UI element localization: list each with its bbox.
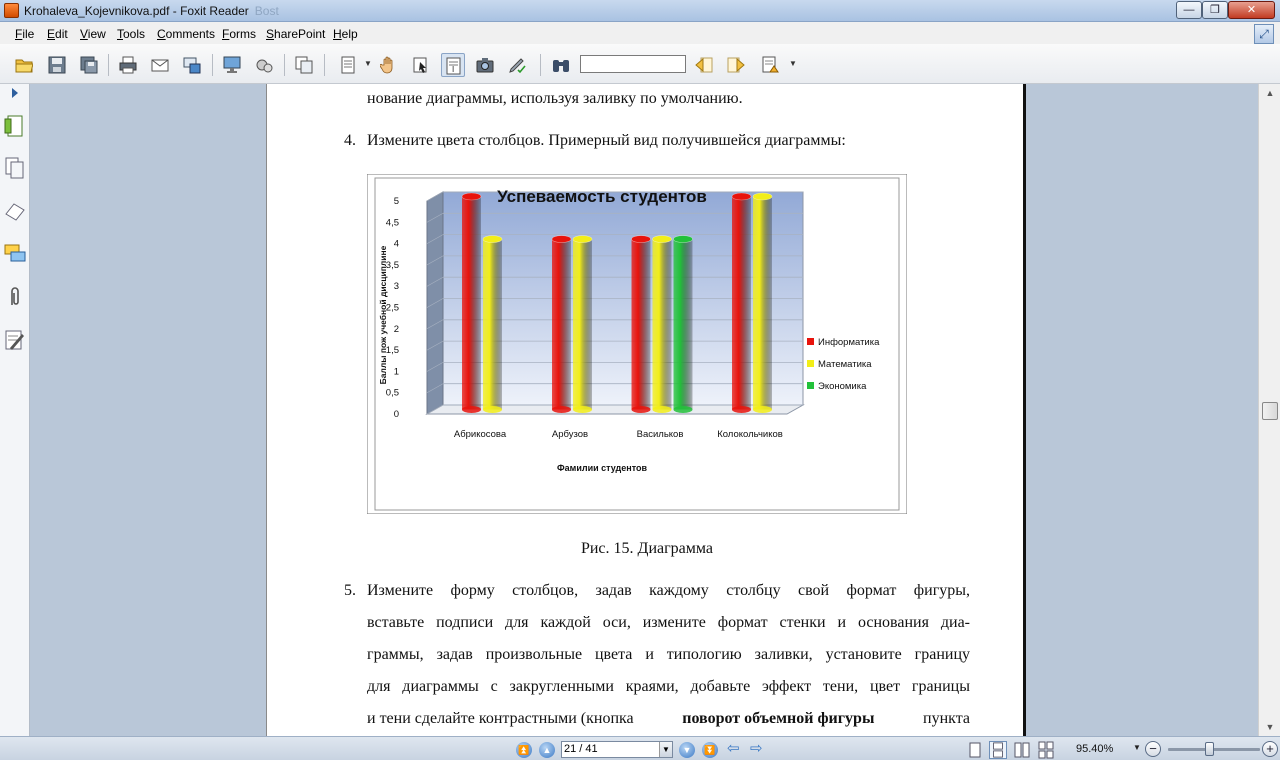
chart-figure xyxy=(367,174,907,514)
save-button[interactable] xyxy=(45,53,69,77)
figure-caption: Рис. 15. Диаграмма xyxy=(580,540,714,557)
svg-text:I: I xyxy=(452,65,455,74)
previous-page-icon[interactable]: ▲ xyxy=(539,742,555,758)
chart-bar-base xyxy=(653,406,672,413)
chart-bar-base xyxy=(674,406,693,413)
chart-y-tick-label: 1,5 xyxy=(385,345,399,357)
chart-bar-top xyxy=(732,193,751,200)
chart-bar-base xyxy=(462,406,481,413)
presentation-button[interactable] xyxy=(220,53,244,77)
chart-x-tick-label: Абрикосова xyxy=(453,429,507,440)
email-icon xyxy=(151,56,169,74)
hand-tool-button[interactable] xyxy=(377,53,401,77)
navigation-panel xyxy=(0,84,30,736)
chart-y-tick-label: 0 xyxy=(393,409,399,420)
properties-button[interactable] xyxy=(252,53,276,77)
toolbar-separator xyxy=(324,54,325,76)
chart-bar-top xyxy=(753,193,772,200)
paragraph-line: вставьте подписи для каждой оси, измените формат стенки и основания диа- xyxy=(367,614,970,631)
plot-area xyxy=(386,192,803,440)
paragraph-text: пункта xyxy=(923,710,970,727)
chart-y-tick-label: 0,5 xyxy=(385,387,399,399)
paragraph-line: для диаграммы с закругленными краями, добавьте эффект тени, цвет границы xyxy=(367,678,970,695)
zoom-level[interactable]: 95.40% xyxy=(1076,743,1114,755)
paragraph-line: граммы, задав произвольные цвета и типологию заливки, установите границу xyxy=(367,646,970,663)
menu-help[interactable]: Help xyxy=(333,27,358,41)
minimize-button[interactable]: — xyxy=(1176,1,1202,19)
chart-title: Успеваемость студентов xyxy=(497,187,707,206)
list-item-text: Измените цвета столбцов. Примерный вид получившейся диаграммы: xyxy=(367,132,846,149)
status-bar xyxy=(0,736,1280,760)
chart-y-tick-label: 3,5 xyxy=(385,259,399,271)
toolbar-separator xyxy=(212,54,213,76)
find-button[interactable] xyxy=(549,53,573,77)
chart-y-tick-label: 2 xyxy=(393,323,399,335)
print-button[interactable] xyxy=(116,53,140,77)
page-number-input[interactable] xyxy=(561,741,673,758)
last-page-icon[interactable]: ⏬ xyxy=(702,742,718,758)
find-previous-icon xyxy=(695,56,713,74)
save-as-button[interactable] xyxy=(77,53,101,77)
vertical-scrollbar[interactable] xyxy=(1258,84,1280,736)
legend-label: Информатика xyxy=(818,337,880,348)
layers-icon[interactable] xyxy=(4,200,26,224)
chart-y-tick-label: 1 xyxy=(393,366,399,378)
toolbar-separator xyxy=(284,54,285,76)
pages-button[interactable] xyxy=(292,53,316,77)
legend-label: Математика xyxy=(818,359,872,370)
expand-panel-icon[interactable] xyxy=(12,88,18,98)
snapshot-button[interactable] xyxy=(473,53,497,77)
page-thumbnails-icon[interactable] xyxy=(4,156,26,180)
window-title-suffix: Воst xyxy=(254,4,279,18)
binoculars-icon xyxy=(552,56,570,74)
chart-x-tick-label: Васильков xyxy=(636,429,684,440)
chart-y-tick-label: 5 xyxy=(393,196,399,207)
menu-tools[interactable]: Tools xyxy=(117,27,146,41)
menu-forms[interactable]: Forms xyxy=(222,27,257,41)
scroll-down-arrow-icon[interactable]: ▼ xyxy=(1265,722,1275,732)
window-title-text: Krohaleva_Kojevnikova.pdf - Foxit Reader xyxy=(24,4,249,18)
chart-x-tick-label: Колокольчиков xyxy=(717,429,783,440)
chart-bar xyxy=(462,197,481,410)
toolbar-separator xyxy=(108,54,109,76)
find-input[interactable] xyxy=(580,55,686,73)
chart-y-tick-label: 3 xyxy=(393,281,399,293)
chart-bar-top xyxy=(674,236,693,243)
screen-icon xyxy=(183,56,201,74)
attachments-icon[interactable] xyxy=(4,285,26,309)
single-page-view-icon[interactable] xyxy=(966,741,984,759)
menu-file[interactable]: File xyxy=(15,27,35,41)
chart-bar-top xyxy=(653,236,672,243)
search-options-button[interactable] xyxy=(758,53,782,77)
legend-swatch xyxy=(807,338,814,345)
pdf-page xyxy=(266,84,1026,736)
bookmarks-icon[interactable] xyxy=(4,114,26,138)
chart-x-tick-label: Арбузов xyxy=(551,429,589,440)
menu-edit[interactable]: Edit xyxy=(47,27,68,41)
chart-y-tick-label: 2,5 xyxy=(385,302,399,314)
select-cursor-icon xyxy=(412,56,430,74)
chart-bar xyxy=(483,239,502,409)
chart-bar xyxy=(753,197,772,410)
chart-bar-base xyxy=(732,406,751,413)
camera-icon xyxy=(476,56,494,74)
legend-swatch xyxy=(807,360,814,367)
toolbar-separator xyxy=(540,54,541,76)
zoom-slider-thumb[interactable] xyxy=(1205,742,1214,756)
text-select-icon xyxy=(445,57,463,75)
save-icon xyxy=(48,56,66,74)
select-text-button[interactable] xyxy=(409,53,433,77)
title-bar xyxy=(0,0,1280,22)
signatures-icon[interactable] xyxy=(4,328,26,352)
monitor-icon xyxy=(223,56,241,74)
next-page-icon[interactable]: ▼ xyxy=(679,742,695,758)
pen-check-icon xyxy=(508,56,526,74)
find-previous-button[interactable] xyxy=(692,53,716,77)
typewriter-button[interactable] xyxy=(505,53,529,77)
close-button[interactable]: ✕ xyxy=(1228,1,1275,19)
facing-view-icon[interactable] xyxy=(1013,741,1031,759)
zoom-out-button[interactable]: − xyxy=(1145,741,1161,757)
chart-bar xyxy=(632,239,651,409)
gears-icon xyxy=(255,56,273,74)
chart-bar-top xyxy=(483,236,502,243)
find-next-icon xyxy=(727,56,745,74)
chart-y-axis-label: Баллы пож учебной дисциплине xyxy=(378,245,388,385)
find-next-button[interactable] xyxy=(724,53,748,77)
chart-bar-base xyxy=(552,406,571,413)
scroll-up-arrow-icon[interactable]: ▲ xyxy=(1265,88,1275,98)
zoom-in-button[interactable]: + xyxy=(1262,741,1278,757)
zoom-slider-track[interactable] xyxy=(1168,748,1260,751)
document-view[interactable] xyxy=(31,84,1258,736)
menu-view[interactable]: View xyxy=(80,27,106,41)
chart-bar xyxy=(653,239,672,409)
printer-icon xyxy=(119,56,137,74)
page-dropdown-icon[interactable]: ▼ xyxy=(659,742,672,757)
paragraph-line-last xyxy=(367,710,970,728)
chart-bar-top xyxy=(632,236,651,243)
page-number-value: 21 / 41 xyxy=(564,743,598,755)
paragraph-text: и тени сделайте контрастными (кнопка xyxy=(367,710,634,727)
chart-bar xyxy=(674,239,693,409)
comments-icon[interactable] xyxy=(4,242,26,266)
search-doc-icon xyxy=(761,56,779,74)
chart-bar-base xyxy=(753,406,772,413)
hand-icon xyxy=(380,56,398,74)
chart-bar xyxy=(732,197,751,410)
list-number: 5. xyxy=(344,582,356,599)
continuous-facing-view-icon[interactable] xyxy=(1037,741,1055,759)
continuous-view-icon[interactable] xyxy=(989,741,1007,759)
go-forward-icon[interactable]: ⇨ xyxy=(750,740,763,757)
restore-layout-icon[interactable]: ⤢ xyxy=(1254,24,1274,44)
menu-sharepoint[interactable]: SharePoint xyxy=(266,27,326,41)
legend-swatch xyxy=(807,382,814,389)
text-select-button[interactable] xyxy=(441,53,465,77)
chart-bar-base xyxy=(483,406,502,413)
first-page-icon[interactable]: ⏫ xyxy=(516,742,532,758)
menu-bar xyxy=(0,22,1280,44)
scrollbar-thumb[interactable] xyxy=(1262,402,1278,420)
chart-bar xyxy=(552,239,571,409)
menu-comments[interactable]: Comments xyxy=(157,27,216,41)
pages-icon xyxy=(295,56,313,74)
chart-bar-base xyxy=(632,406,651,413)
email-button[interactable] xyxy=(148,53,172,77)
open-file-button[interactable] xyxy=(12,53,36,77)
chart-bar-base xyxy=(573,406,592,413)
folder-open-icon xyxy=(15,56,33,74)
screen-button[interactable] xyxy=(180,53,204,77)
chart-x-axis-label: Фамилии студентов xyxy=(556,463,648,473)
chart-y-tick-label: 4,5 xyxy=(385,217,399,229)
paragraph-bold-text: поворот объемной фигуры xyxy=(682,710,875,727)
chevron-down-icon[interactable]: ▼ xyxy=(789,59,797,68)
save-as-icon xyxy=(80,56,98,74)
window-title xyxy=(24,4,279,18)
maximize-button[interactable]: ❐ xyxy=(1202,1,1228,19)
chart-bar-top xyxy=(462,193,481,200)
foxit-app-icon xyxy=(4,3,19,18)
chevron-down-icon[interactable]: ▼ xyxy=(364,59,372,68)
text-line: нование диаграммы, используя заливку по умолчанию. xyxy=(367,90,743,107)
go-back-icon[interactable]: ⇦ xyxy=(727,740,740,757)
page-icon xyxy=(339,56,357,74)
zoom-dropdown-icon[interactable]: ▼ xyxy=(1133,743,1141,752)
page-layout-button[interactable] xyxy=(336,53,360,77)
legend-label: Экономика xyxy=(818,381,867,392)
list-number: 4. xyxy=(344,132,356,149)
paragraph-line: Измените форму столбцов, задав каждому столбцу свой формат фигуры, xyxy=(367,582,970,599)
chart-bar-top xyxy=(573,236,592,243)
chart-bar xyxy=(573,239,592,409)
toolbar xyxy=(0,44,1280,84)
chart-bar-top xyxy=(552,236,571,243)
chart-y-tick-label: 4 xyxy=(393,238,399,250)
